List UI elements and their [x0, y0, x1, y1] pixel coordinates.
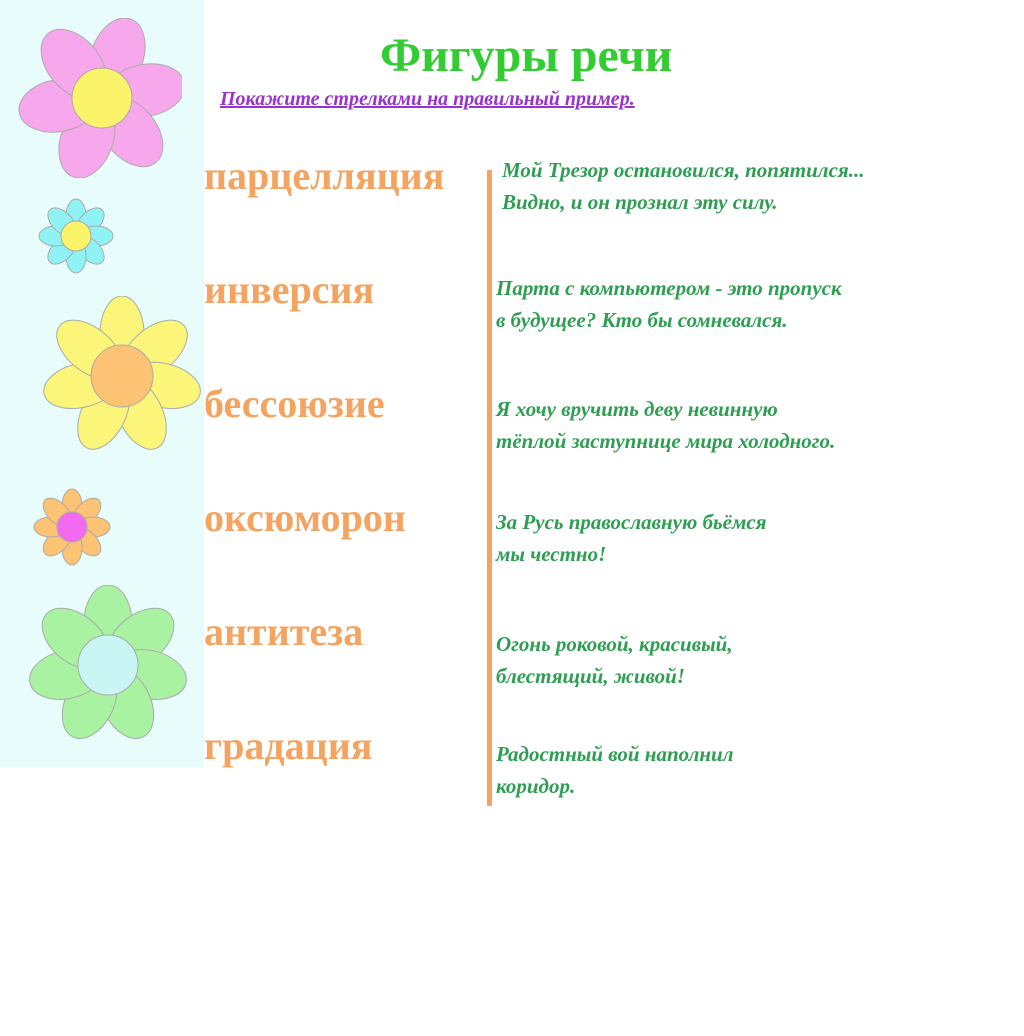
example-2-line-2: в будущее? Кто бы сомневался.: [496, 308, 788, 332]
example-5-line-2: блестящий, живой!: [496, 664, 685, 688]
example-5[interactable]: [496, 628, 733, 692]
term-parcellation[interactable]: парцелляция: [204, 153, 445, 198]
term-oxymoron[interactable]: оксюморон: [204, 495, 406, 540]
example-3-line-2: тёплой заступнице мира холодного.: [496, 429, 836, 453]
example-2[interactable]: [496, 272, 842, 336]
example-5-line-1: Огонь роковой, красивый,: [496, 632, 733, 656]
example-4-line-2: мы честно!: [496, 542, 607, 566]
example-6-line-2: коридор.: [496, 774, 576, 798]
yellow-flower-icon: [34, 296, 202, 456]
example-3-line-1: Я хочу вручить деву невинную: [496, 397, 778, 421]
example-4[interactable]: [496, 506, 767, 570]
example-1[interactable]: [502, 154, 864, 218]
pink-flower-icon: [18, 18, 182, 178]
term-asyndeton[interactable]: бессоюзие: [204, 381, 385, 426]
page-title: Фигуры речи: [380, 29, 673, 82]
example-6-line-1: Радостный вой наполнил: [496, 742, 734, 766]
example-2-line-1: Парта с компьютером - это пропуск: [496, 276, 842, 300]
divider-line: [487, 170, 492, 806]
example-3[interactable]: [496, 393, 835, 457]
example-1-line-1: Мой Трезор остановился, попятился...: [502, 158, 865, 182]
term-antithesis[interactable]: антитеза: [204, 609, 364, 654]
orange-flower-icon: [30, 485, 116, 569]
instruction-text: Покажите стрелками на правильный пример.: [220, 88, 635, 110]
green-flower-icon: [22, 585, 190, 747]
example-1-line-2: Видно, и он прознал эту силу.: [502, 190, 778, 214]
term-inversion[interactable]: инверсия: [204, 267, 375, 312]
term-gradation[interactable]: градация: [204, 723, 373, 768]
example-6[interactable]: [496, 738, 734, 802]
cyan-flower-icon: [34, 195, 120, 277]
example-4-line-1: За Русь православную бьёмся: [496, 510, 767, 534]
